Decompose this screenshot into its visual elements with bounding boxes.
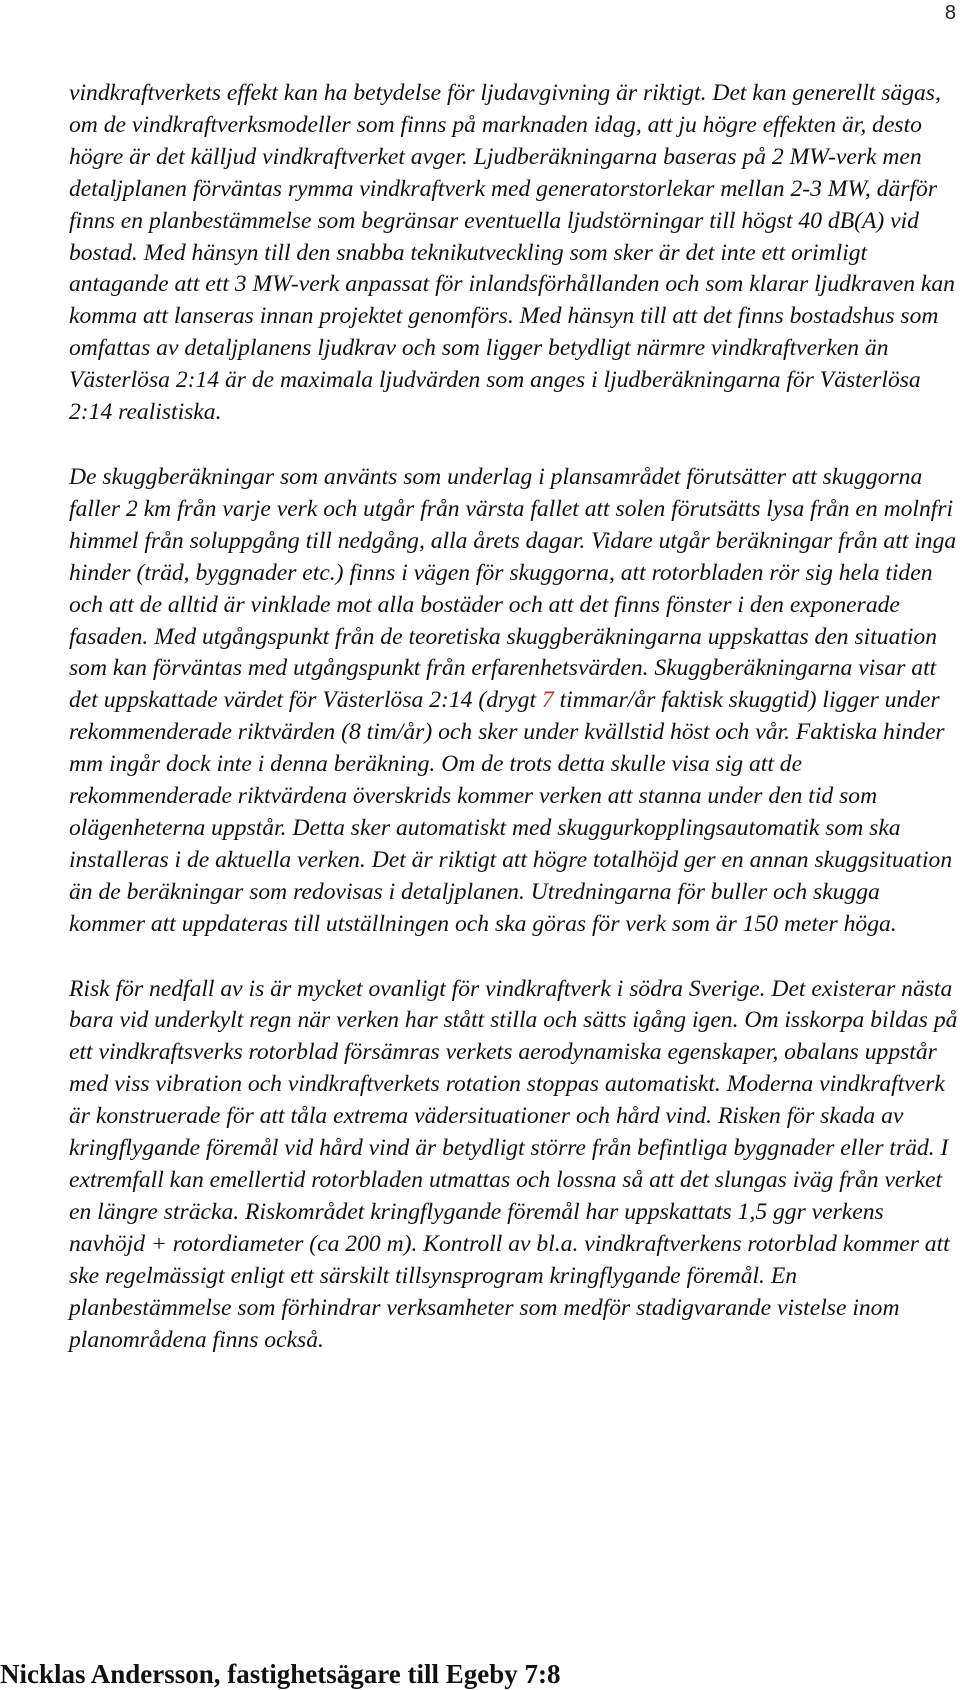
page-number: 8: [944, 2, 956, 24]
shadow-text-start: De skuggberäkningar som använts som underlag i plansamrådet förutsätter att skuggorna faller 2 km från varje verk och utgår från värsta fallet att solen förutsätts lysa från en molnfri himmel från soluppgång till nedgång, alla årets dagar. Vidare utgår beräkningar från att inga hinder (träd, byggnader etc.) finns i vägen för skuggorna, att rotorbladen rör sig hela tiden och att de alltid är vinklade mot alla bostäder och att det finns fönster i den exponerade fasaden. Med utgångspunkt från de teoretiska skuggberäkningarna uppskattas den situation som kan förväntas med utgångspunkt från erfarenhetsvärden. Skuggberäkningarna visar att det uppskattade värdet för Västerlösa 2:14 (drygt: [69, 463, 957, 714]
paragraph-sound: vindkraftverkets effekt kan ha betydelse för ljudavgivning är riktigt. Det kan generellt sägas, om de vindkraftverksmodeller som finns på marknaden idag, att ju högre effekten är, desto högre är det källjud vindkraftverket avger. Ljudberäkningarna baseras på 2 MW-verk men detaljplanen förväntas rymma vindkraftverk med generatorstorlekar mellan 2-3 MW, därför finns en planbestämmelse som begränsar eventuella ljudstörningar till högst 40 dB(A) vid bostad. Med hänsyn till den snabba teknikutveckling som sker är det inte ett orimligt antagande att ett 3 MW-verk anpassat för inlandsförhållanden och som klarar ljudkraven kan komma att lanseras innan projektet genomförs. Med hänsyn till att det finns bostadshus som omfattas av detaljplanens ljudkrav och som ligger betydligt närmre vindkraftverken än Västerlösa 2:14 är de maximala ljudvärden som anges i ljudberäkningarna för Västerlösa 2:14 realistiska.: [69, 80, 955, 426]
shadow-text-end: timmar/år faktisk skuggtid) ligger under rekommenderade riktvärden (8 tim/år) och sker under kvällstid höst och vår. Faktiska hinder mm ingår dock inte i denna beräkning. Om de trots detta skulle visa sig att de rekommenderade riktvärdena överskrids kommer verken att stanna under den tid som olägenheterna uppstår. Detta sker automatiskt med skuggurkopplingsautomatik som ska installeras i de aktuella verken. Det är riktigt att högre totalhöjd ger en annan skuggsituation än de beräkningar som redovisas i detaljplanen. Utredningarna för buller och skugga kommer att uppdateras till utställningen och ska göras för verk som är 150 meter höga.: [69, 687, 953, 937]
paragraph-ice-risk: Risk för nedfall av is är mycket ovanligt för vindkraftverk i södra Sverige. Det existerar nästa bara vid underkylt regn när verken har stått stilla och sätts igång igen. Om isskorpa bildas på ett vindkraftsverks rotorblad försämras verkets aerodynamiska egenskaper, obalans uppstår med viss vibration och vindkraftverkets rotation stoppas automatiskt. Moderna vindkraftverk är konstruerade för att tåla extrema vädersituationer och hård vind. Risken för skada av kringflygande föremål vid hård vind är betydligt större från befintliga byggnader eller träd. I extremfall kan emellertid rotorbladen utmattas och lossna så att det slungas iväg från verket en längre sträcka. Riskområdet kringflygande föremål har uppskattats 1,5 ggr verkens navhöjd + rotordiameter (ca 200 m). Kontroll av bl.a. vindkraftverkens rotorblad kommer att ske regelmässigt enligt ett särskilt tillsynsprogram kringflygande föremål. En planbestämmelse som förhindrar verksamheter som medför stadigvarande vistelse inom planområdena finns också.: [69, 975, 958, 1353]
section-heading: Nicklas Andersson, fastighetsägare till Egeby 7:8: [0, 1659, 561, 1689]
shadow-hours-value: 7: [541, 687, 554, 714]
paragraph-shadow: [69, 462, 959, 941]
document-body: [69, 78, 959, 1389]
